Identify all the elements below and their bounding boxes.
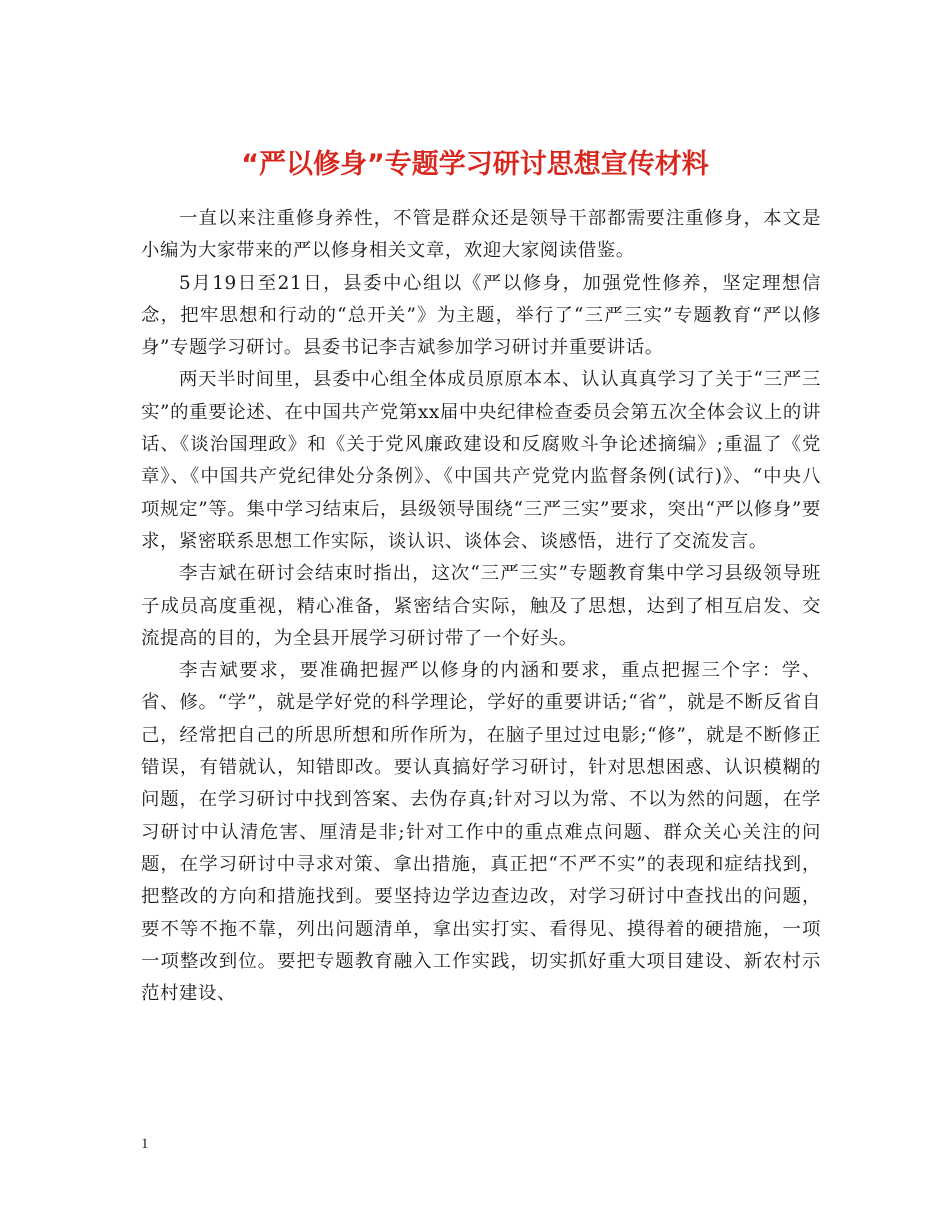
paragraph-requirements: 李吉斌要求，要准确把握严以修身的内涵和要求，重点把握三个字：学、省、修。“学”，就是学好党的科学理论，学好的重要讲话;“省”，就是不断反省自己，经常把自己的所思所想和所作所为，在脑子里过过电影;“修”，就是不断修正错误，有错就认，知错即改。要认真搞好学习研讨，针对思想困惑、认识模糊的问题，在学习研讨中找到答案、去伪存真;针对习以为常、不以为然的问题，在学习研讨中认清危害、厘清是非;针对工作中的重点难点问题、群众关心关注的问题，在学习研讨中寻求对策、拿出措施，真正把“不严不实”的表现和症结找到，把整改的方向和措施找到。要坚持边学边查边改，对学习研讨中查找出的问题，要不等不拖不靠，列出问题清单，拿出实打实、看得见、摸得着的硬措施，一项一项整改到位。要把专题教育融入工作实践，切实抓好重大项目建设、新农村示范村建设、 (141, 660, 821, 1005)
document-title: “严以修身”专题学习研讨思想宣传材料 (241, 149, 709, 181)
page-number: 1 (141, 1136, 149, 1152)
paragraph-summary: 李吉斌在研讨会结束时指出，这次“三严三实”专题教育集中学习县级领导班子成员高度重视，精心准备，紧密结合实际，触及了思想，达到了相互启发、交流提高的目的，为全县开展学习研讨带了一个好头。 (141, 563, 821, 649)
paragraph-intro: 一直以来注重修身养性，不管是群众还是领导干部都需要注重修身，本文是小编为大家带来的严以修身相关文章，欢迎大家阅读借鉴。 (141, 208, 821, 262)
document-body (141, 203, 821, 1010)
paragraph-study: 两天半时间里，县委中心组全体成员原原本本、认认真真学习了关于“三严三实”的重要论述、在中国共产党第xx届中央纪律检查委员会第五次全体会议上的讲话、《谈治国理政》和《关于党风廉政建设和反腐败斗争论述摘编》;重温了《党章》、《中国共产党纪律处分条例》、《中国共产党党内监督条例(试行)》、“中央八项规定”等。集中学习结束后，县级领导围绕“三严三实”要求，突出“严以修身”要求，紧密联系思想工作实际，谈认识、谈体会、谈感悟，进行了交流发言。 (141, 369, 821, 552)
paragraph-event: 5月19日至21日，县委中心组以《严以修身，加强党性修养，坚定理想信念，把牢思想和行动的“总开关”》为主题，举行了“三严三实”专题教育“严以修身”专题学习研讨。县委书记李吉斌参加学习研讨并重要讲话。 (141, 272, 821, 359)
